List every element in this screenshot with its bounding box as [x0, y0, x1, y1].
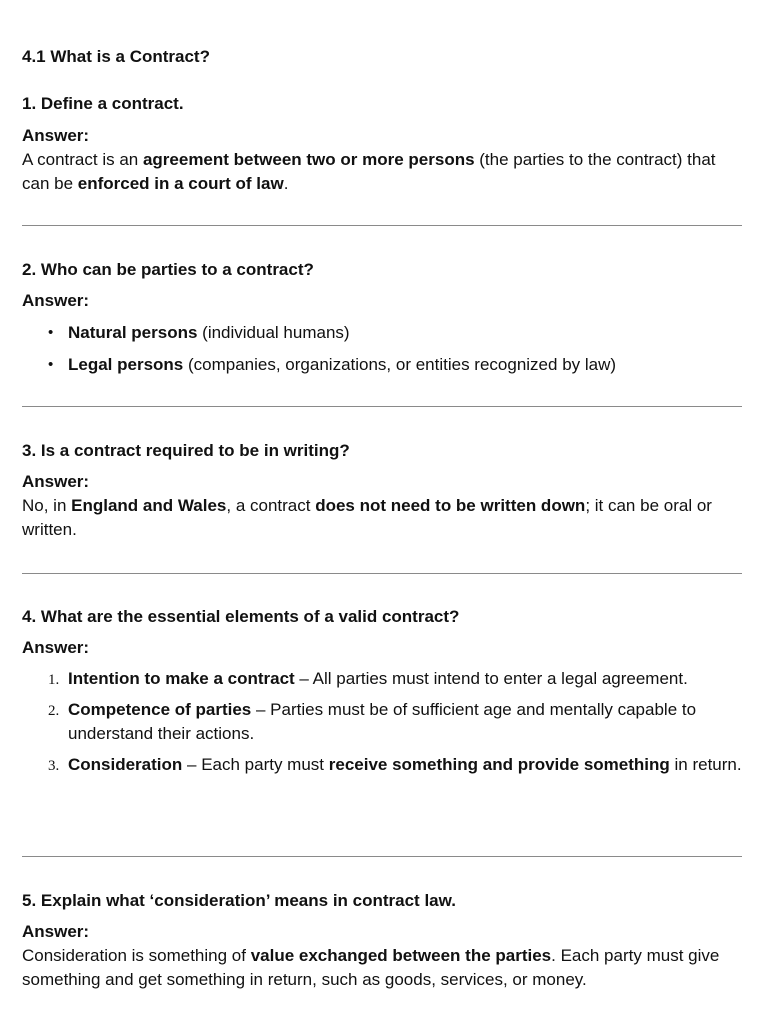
answer-5-text: . Each party must give something and get something in return, such as goods, services, or money. — [22, 946, 720, 989]
divider — [22, 225, 742, 226]
question-5-block — [22, 889, 744, 992]
answer-label-4: Answer: — [22, 638, 90, 657]
answer-1-text: A contract is an — [22, 150, 143, 169]
list-item — [22, 753, 744, 777]
answer-3-bold: does not need to be written down — [315, 496, 586, 515]
answer-3-text: ; it can be oral or written. — [22, 496, 712, 539]
list-item-text: – Each party must — [182, 755, 329, 774]
question-3: 3. Is a contract required to be in writing? — [22, 441, 350, 460]
list-number: 1. — [48, 672, 60, 688]
list-number: 3. — [48, 758, 60, 774]
question-5: 5. Explain what ‘consideration’ means in contract law. — [22, 891, 456, 910]
list-item-text: – All parties must intend to enter a legal agreement. — [294, 669, 688, 688]
elements-list — [22, 667, 744, 777]
answer-label-3: Answer: — [22, 472, 90, 491]
list-item-text: (companies, organizations, or entities recognized by law) — [183, 355, 617, 374]
divider — [22, 856, 742, 857]
answer-3-text: , a contract — [226, 496, 316, 515]
answer-5-text: Consideration is something of — [22, 946, 251, 965]
list-item — [22, 321, 744, 345]
answer-label-2: Answer: — [22, 291, 90, 310]
bullet-icon: • — [48, 324, 54, 341]
bullet-icon: • — [48, 356, 54, 373]
list-item-text: (individual humans) — [197, 323, 350, 342]
divider — [22, 406, 742, 407]
question-1-block — [22, 92, 744, 196]
answer-1-text: (the parties to the contract) that can be — [22, 150, 716, 193]
list-number: 2. — [48, 703, 60, 719]
question-2: 2. Who can be parties to a contract? — [22, 260, 314, 279]
parties-list — [22, 321, 744, 377]
question-1: 1. Define a contract. — [22, 94, 184, 113]
answer-1-text: . — [283, 174, 289, 193]
answer-label-5: Answer: — [22, 922, 90, 941]
list-item — [22, 667, 744, 691]
list-item-text: – Parties must be of sufficient age and mentally capable to understand their actions. — [68, 700, 697, 743]
section-title: 4.1 What is a Contract? — [22, 47, 210, 66]
answer-label-1: Answer: — [22, 126, 90, 145]
answer-1-bold: enforced in a court of law — [77, 174, 284, 193]
answer-5-bold: value exchanged between the parties — [250, 946, 552, 965]
list-item — [22, 698, 744, 746]
answer-3-bold: England and Wales — [71, 496, 227, 515]
divider — [22, 573, 742, 574]
list-item-bold: receive something and provide something — [328, 755, 670, 774]
question-3-block — [22, 439, 744, 542]
list-item-bold: Natural persons — [68, 323, 198, 342]
list-item-bold: Competence of parties — [68, 700, 252, 719]
answer-5 — [22, 944, 744, 992]
list-item-bold: Consideration — [68, 755, 183, 774]
list-item — [22, 353, 744, 377]
question-4: 4. What are the essential elements of a valid contract? — [22, 607, 460, 626]
answer-3-text: No, in — [22, 496, 72, 515]
answer-1 — [22, 148, 744, 196]
list-item-bold: Legal persons — [68, 355, 184, 374]
list-item-bold: Intention to make a contract — [68, 669, 295, 688]
answer-1-bold: agreement between two or more persons — [142, 150, 475, 169]
answer-3 — [22, 494, 744, 542]
question-2-block — [22, 258, 744, 377]
list-item-text: in return. — [669, 755, 742, 774]
question-4-block — [22, 605, 744, 777]
